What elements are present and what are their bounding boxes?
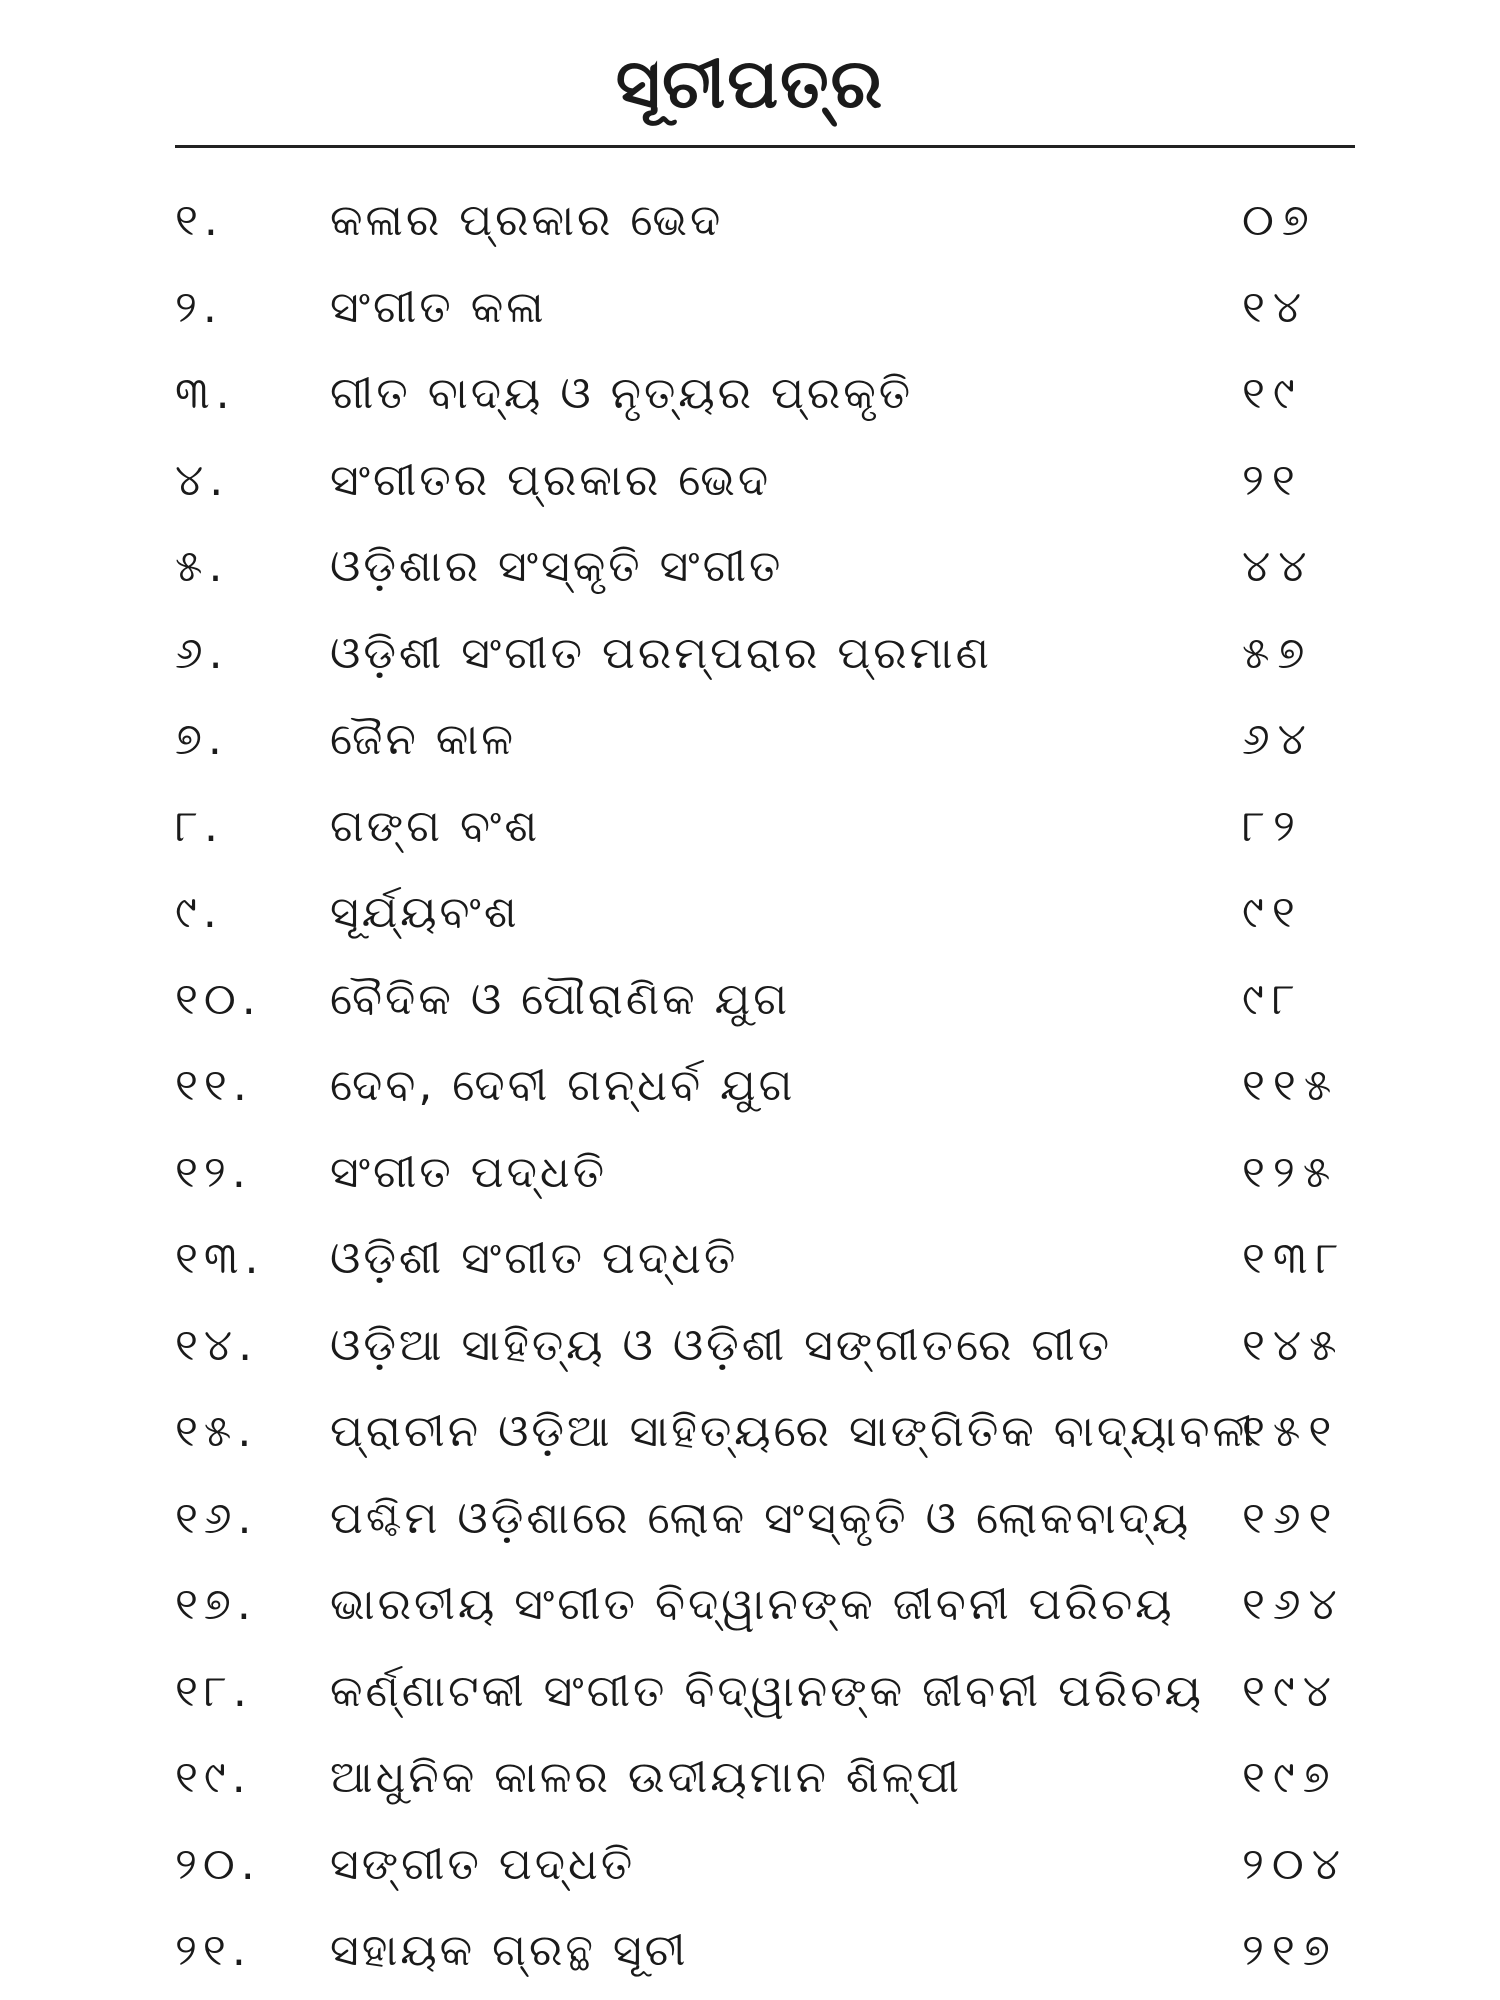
chapter-number: ୨୧. <box>175 1925 252 1976</box>
table-of-contents <box>175 178 1355 1995</box>
page-number: ୧୧୫ <box>1242 1060 1340 1111</box>
chapter-title: ଓଡ଼ିଶାର ସଂସ୍କୃତି ସଂଗୀତ <box>330 541 784 592</box>
toc-entry <box>175 438 1355 525</box>
toc-entry <box>175 1389 1355 1476</box>
page-number: ୦୭ <box>1242 195 1317 246</box>
toc-entry <box>175 1649 1355 1736</box>
chapter-title: ଓଡ଼ିଆ ସାହିତ୍ୟ ଓ ଓଡ଼ିଶୀ ସଙ୍ଗୀତରେ ଗୀତ <box>330 1319 1113 1371</box>
toc-entry <box>175 784 1355 871</box>
chapter-number: ୪. <box>175 454 230 506</box>
chapter-title: ସହାୟକ ଗ୍ରନ୍ଥ ସୂଚୀ <box>330 1925 689 1976</box>
toc-entry <box>175 697 1355 784</box>
chapter-number: ୧. <box>175 195 224 246</box>
page-number: ୮୨ <box>1242 800 1303 852</box>
toc-entry <box>175 1476 1355 1563</box>
page-number: ୬୪ <box>1242 714 1314 765</box>
page-title: ସୂଚୀପତ୍ର <box>615 45 885 124</box>
page-number: ୧୯୪ <box>1242 1665 1339 1717</box>
chapter-title: ସଂଗୀତର ପ୍ରକାର ଭେଦ <box>330 454 772 506</box>
page-number: ୧୨୫ <box>1242 1146 1339 1198</box>
chapter-number: ୧୨. <box>175 1146 252 1198</box>
chapter-title: ଓଡ଼ିଶୀ ସଂଗୀତ ପରମ୍ପରାର ପ୍ରମାଣ <box>330 627 992 679</box>
chapter-number: ୮. <box>175 800 224 852</box>
toc-entry <box>175 1822 1355 1909</box>
chapter-number: ୧୫. <box>175 1406 258 1457</box>
page-number: ୧୬୧ <box>1242 1492 1340 1544</box>
toc-entry <box>175 1735 1355 1822</box>
chapter-title: ସୂର୍ଯ୍ୟବଂଶ <box>330 887 520 938</box>
chapter-title: ଦେବ, ଦେବୀ ଗନ୍ଧର୍ବ ଯୁଗ <box>330 1060 796 1111</box>
toc-entry <box>175 1303 1355 1390</box>
page-number: ୯୮ <box>1242 973 1303 1025</box>
chapter-title: ପ୍ରାଚୀନ ଓଡ଼ିଆ ସାହିତ୍ୟରେ ସାଙ୍ଗିତିକ ବାଦ୍ୟାବଳୀ <box>330 1406 1257 1457</box>
chapter-number: ୧୪. <box>175 1319 259 1371</box>
chapter-number: ୫. <box>175 541 229 592</box>
page-number: ୧୪ <box>1242 281 1310 333</box>
page-number: ୯୧ <box>1242 887 1303 938</box>
toc-entry <box>175 957 1355 1044</box>
title-divider <box>175 145 1355 148</box>
chapter-number: ୨. <box>175 281 223 333</box>
chapter-number: ୧୩. <box>175 1233 265 1284</box>
chapter-title: ସଂଗୀତ କଳା <box>330 281 547 333</box>
chapter-number: ୭. <box>175 714 228 765</box>
toc-entry <box>175 524 1355 611</box>
page-number: ୨୧ <box>1242 454 1303 506</box>
page-number: ୨୧୭ <box>1242 1925 1338 1976</box>
chapter-number: ୩. <box>175 368 236 419</box>
toc-entry <box>175 1908 1355 1995</box>
toc-entry <box>175 351 1355 438</box>
toc-entry <box>175 178 1355 265</box>
chapter-number: ୬. <box>175 627 229 679</box>
chapter-number: ୯. <box>175 887 223 938</box>
chapter-number: ୧୧. <box>175 1060 253 1111</box>
chapter-number: ୧୭. <box>175 1579 257 1630</box>
page-number: ୧୯୭ <box>1242 1752 1338 1803</box>
chapter-title: ସଂଗୀତ ପଦ୍ଧତି <box>330 1146 608 1198</box>
chapter-title: ଭାରତୀୟ ସଂଗୀତ ବିଦ୍ୱାନଙ୍କ ଜୀବନୀ ପରିଚୟ <box>330 1579 1175 1630</box>
toc-entry <box>175 265 1355 352</box>
page-number: ୨୦୪ <box>1242 1838 1348 1890</box>
toc-entry <box>175 1043 1355 1130</box>
toc-entry <box>175 611 1355 698</box>
toc-entry <box>175 1216 1355 1303</box>
page-number: ୧୫୧ <box>1242 1406 1340 1457</box>
chapter-number: ୧୦. <box>175 973 262 1025</box>
page-number: ୪୪ <box>1242 541 1315 592</box>
chapter-title: ଓଡ଼ିଶୀ ସଂଗୀତ ପଦ୍ଧତି <box>330 1233 739 1284</box>
chapter-title: ଜୈନ କାଳ <box>330 714 517 765</box>
chapter-title: କଳାର ପ୍ରକାର ଭେଦ <box>330 195 724 246</box>
chapter-title: ସଙ୍ଗୀତ ପଦ୍ଧତି <box>330 1838 636 1890</box>
page-number: ୧୩୮ <box>1242 1233 1347 1284</box>
chapter-number: ୧୯. <box>175 1752 252 1803</box>
chapter-number: ୨୦. <box>175 1838 261 1890</box>
page-number: ୫୭ <box>1242 627 1313 679</box>
page-number: ୧୪୫ <box>1242 1319 1345 1371</box>
chapter-number: ୧୮. <box>175 1665 253 1717</box>
page-number: ୧୬୪ <box>1242 1579 1345 1630</box>
toc-entry <box>175 870 1355 957</box>
page-number: ୧୯ <box>1242 368 1303 419</box>
chapter-title: କର୍ଣ୍ଣାଟକୀ ସଂଗୀତ ବିଦ୍ୱାନଙ୍କ ଜୀବନୀ ପରିଚୟ <box>330 1665 1204 1717</box>
chapter-title: ଗୀତ ବାଦ୍ୟ ଓ ନୃତ୍ୟର ପ୍ରକୃତି <box>330 368 914 419</box>
chapter-title: ଗଙ୍ଗ ବଂଶ <box>330 800 541 852</box>
toc-entry <box>175 1130 1355 1217</box>
chapter-title: ଆଧୁନିକ କାଳର ଉଦୀୟମାନ ଶିଳ୍ପୀ <box>330 1752 962 1803</box>
toc-entry <box>175 1562 1355 1649</box>
chapter-number: ୧୬. <box>175 1492 258 1544</box>
chapter-title: ବୈଦିକ ଓ ପୌରାଣିକ ଯୁଗ <box>330 973 791 1025</box>
chapter-title: ପଶ୍ଚିମ ଓଡ଼ିଶାରେ ଲୋକ ସଂସ୍କୃତି ଓ ଲୋକବାଦ୍ୟ <box>330 1492 1192 1544</box>
